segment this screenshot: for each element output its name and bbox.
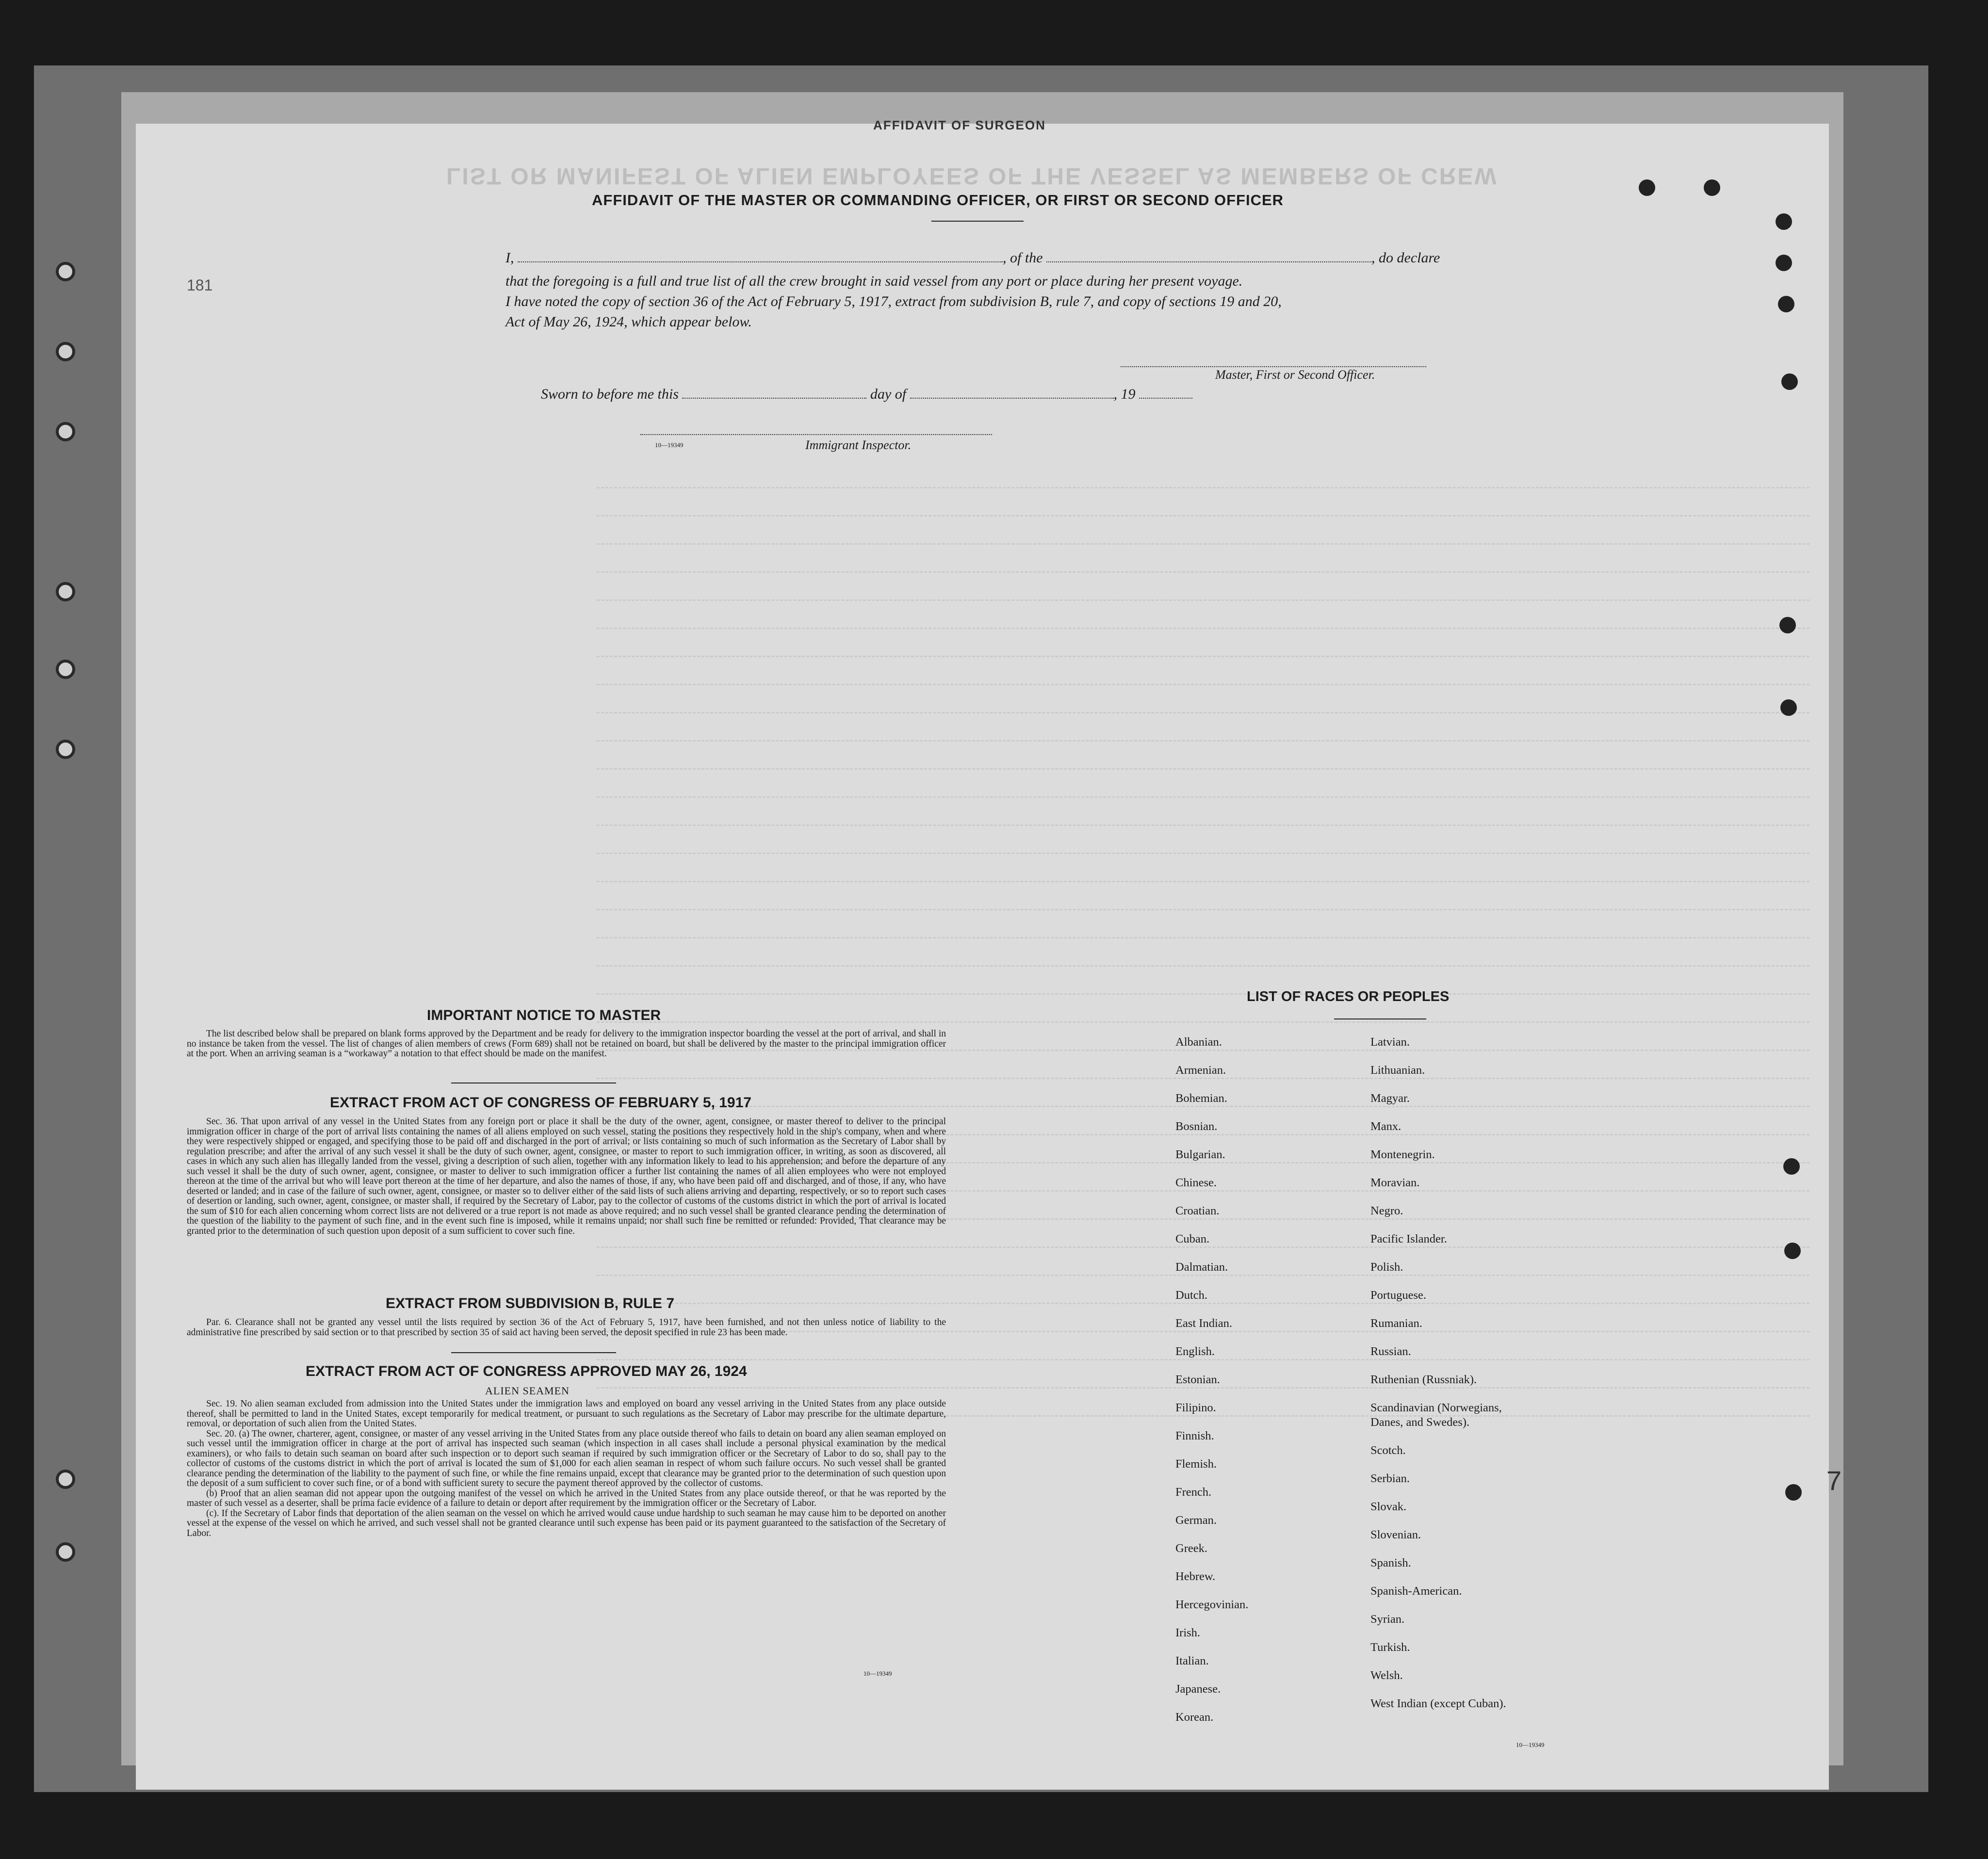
title-rule <box>931 221 1024 222</box>
rule7-body <box>187 1318 946 1338</box>
year-prefix-label: , 19 <box>1113 386 1136 402</box>
punch-hole-icon <box>1780 699 1797 716</box>
punch-hole-icon <box>1776 213 1792 230</box>
bleed-through-row <box>597 874 1809 882</box>
rule7-rule <box>451 1352 616 1353</box>
bleed-through-row <box>597 649 1809 657</box>
bleed-through-row <box>597 930 1809 938</box>
bleed-through-row <box>597 705 1809 713</box>
handwritten-page-number: 181 <box>187 276 213 294</box>
race-item: Chinese. <box>1175 1176 1217 1189</box>
bleed-through-row <box>597 761 1809 770</box>
binder-hole-icon <box>56 342 75 361</box>
race-item: Korean. <box>1175 1711 1214 1724</box>
race-item: Bulgarian. <box>1175 1148 1225 1161</box>
binder-hole-icon <box>56 582 75 601</box>
bleed-through-row <box>597 986 1809 995</box>
ghost-header-text: AFFIDAVIT OF SURGEON <box>873 118 1046 132</box>
rule7-paragraph: Par. 6. Clearance shall not be granted any vessel until the lists required by section 36 of the Act of February 5, 1917, have been furnished, and not then unless notice of liability to the administrative fine prescribed by said section or to that prescribed by section 35 of said act having been served, the deposit specified in rule 23 has been made. <box>187 1317 946 1338</box>
section-20c-paragraph: (c). If the Secretary of Labor finds that deportation of the alien seaman on the vessel on which he arrived would cause undue hardship to such seaman he may cause him to be deported on another vessel at the expense of the vessel on which he arrived, and such vessel shall not be granted clearance until such expense has been paid or its payment guaranteed to the satisfaction of the Secretary of Labor. <box>187 1508 946 1538</box>
form-number-races: 10—19349 <box>1516 1741 1545 1748</box>
declaration-line-4: Act of May 26, 1924, which appear below. <box>505 314 752 330</box>
race-item: Manx. <box>1370 1120 1401 1133</box>
bleed-through-row <box>597 818 1809 826</box>
sworn-day-blank[interactable] <box>682 387 866 399</box>
alien-seamen-subheading: ALIEN SEAMEN <box>485 1385 570 1397</box>
race-item: Estonian. <box>1175 1373 1220 1386</box>
races-rule <box>1334 1018 1426 1019</box>
extract-1924-body <box>187 1399 946 1538</box>
bleed-through-row <box>597 1015 1809 1023</box>
bleed-through-row <box>597 593 1809 601</box>
name-blank[interactable] <box>518 251 1003 262</box>
form-number-top: 10—19349 <box>655 441 684 449</box>
bleed-through-row <box>597 902 1809 910</box>
race-item: Ruthenian (Russniak). <box>1370 1373 1477 1386</box>
notice-heading: IMPORTANT NOTICE TO MASTER <box>427 1007 661 1023</box>
rule7-heading: EXTRACT FROM SUBDIVISION B, RULE 7 <box>386 1295 675 1311</box>
bleed-through-row <box>597 508 1809 517</box>
binder-hole-icon <box>56 660 75 679</box>
do-declare-label: , do declare <box>1371 250 1440 266</box>
race-item: Serbian. <box>1370 1472 1410 1485</box>
race-item: Hercegovinian. <box>1175 1598 1249 1611</box>
race-item: Pacific Islander. <box>1370 1232 1447 1245</box>
binder-hole-icon <box>56 1470 75 1489</box>
race-item: Armenian. <box>1175 1064 1226 1077</box>
punch-hole-icon <box>1704 179 1720 196</box>
binder-hole-icon <box>56 262 75 281</box>
punch-hole-icon <box>1785 1484 1802 1501</box>
vessel-blank[interactable] <box>1046 251 1371 262</box>
race-item: Polish. <box>1370 1261 1403 1274</box>
affidavit-form-page <box>136 118 1842 1790</box>
punch-hole-icon <box>1781 373 1798 390</box>
form-number-bottom: 10—19349 <box>864 1670 892 1677</box>
bleed-through-row <box>597 480 1809 488</box>
bleed-through-row <box>597 536 1809 545</box>
punch-hole-icon <box>1776 255 1792 271</box>
extract-1917-heading: EXTRACT FROM ACT OF CONGRESS OF FEBRUARY 5, 1917 <box>330 1095 751 1111</box>
race-item: Spanish-American. <box>1370 1584 1462 1598</box>
punch-hole-icon <box>1783 1158 1800 1175</box>
race-item: Magyar. <box>1370 1092 1410 1105</box>
race-item: Dutch. <box>1175 1289 1207 1302</box>
bleed-through-row <box>597 958 1809 967</box>
race-item: Slovenian. <box>1370 1528 1421 1541</box>
race-item: Finnish. <box>1175 1429 1214 1442</box>
race-item: Scotch. <box>1370 1444 1406 1457</box>
race-item: Italian. <box>1175 1654 1209 1667</box>
binder-hole-icon <box>56 422 75 441</box>
binder-hole-icon <box>56 740 75 759</box>
race-item: Greek. <box>1175 1542 1207 1555</box>
race-item: Montenegrin. <box>1370 1148 1435 1161</box>
race-item: Bosnian. <box>1175 1120 1218 1133</box>
punch-hole-icon <box>1639 179 1655 196</box>
notice-paragraph: The list described below shall be prepared on blank forms approved by the Department and be ready for delivery to the immigration inspector boarding the vessel at the port of arrival, and shall in no instance be taken from the vessel. The list of changes of alien members of crews (Form 689) shall not be retained on board, but shall be delivered by the master to the principal immigration officer at the port. When an arriving seaman is a “workaway” a notation to that effect should be made on the manifest. <box>187 1029 946 1059</box>
race-item: Filipino. <box>1175 1401 1216 1414</box>
bleed-through-row <box>597 846 1809 854</box>
bleed-through-row <box>597 565 1809 573</box>
race-item: Moravian. <box>1370 1176 1420 1189</box>
race-item: Danes, and Swedes). <box>1370 1416 1470 1429</box>
bleed-through-row <box>597 677 1809 685</box>
race-item: Latvian. <box>1370 1035 1410 1049</box>
sworn-year-blank[interactable] <box>1139 387 1192 399</box>
race-item: Turkish. <box>1370 1641 1410 1654</box>
race-item: Russian. <box>1370 1345 1411 1358</box>
inspector-label: Immigrant Inspector. <box>805 438 912 452</box>
bleed-through-row <box>597 790 1809 798</box>
extract-1924-heading: EXTRACT FROM ACT OF CONGRESS APPROVED MAY 26, 1924 <box>306 1363 747 1379</box>
sworn-label: Sworn to before me this <box>541 386 679 402</box>
bleed-through-title: LIST OR MANIFEST OF ALIEN EMPLOYEES OF THE VESSEL AS MEMBERS OF CREW <box>446 163 1498 189</box>
section-20a-paragraph: Sec. 20. (a) The owner, charterer, agent, consignee, or master of any vessel arriving in the United States from any place outside thereof who fails to detain on board any alien seaman employed on such vessel until the immigration officer in charge at the port of arrival has inspected such seaman (which inspection in all cases shall include a personal physical examination by the medical examiners), or who fails to detain such seaman on board after such inspection or to deport such seaman if required by such immigration officer or the Secretary of Labor to do so, shall pay to the collector of customs of the customs district in which the port of arrival is located the sum of $1,000 for each alien seaman in respect of whom such failure occurs. No such vessel shall be granted clearance pending the determination of the liability to the payment of such fine, or while the fine remains unpaid, except that clearance may be granted prior to the determination of such question upon the deposit of a sum sufficient to cover such fine, or of a bond with sufficient surety to secure the payment thereof approved by the collector of customs. <box>187 1428 946 1488</box>
race-item: Bohemian. <box>1175 1092 1227 1105</box>
race-item: Flemish. <box>1175 1457 1217 1471</box>
race-item: Dalmatian. <box>1175 1261 1228 1274</box>
race-item: Welsh. <box>1370 1669 1403 1682</box>
punch-hole-icon <box>1778 296 1794 312</box>
race-item: Negro. <box>1370 1204 1403 1217</box>
day-of-label: day of <box>870 386 907 402</box>
section-20b-paragraph: (b) Proof that an alien seaman did not appear upon the outgoing manifest of the vessel on which he arrived in the United States from any place outside thereof, or that he was reported by the master of such vessel as a deserter, shall be prima facie evidence of a failure to detain or deport after requirement by the immigration officer or the Secretary of Labor. <box>187 1488 946 1508</box>
declare-i-label: I, <box>505 250 514 266</box>
bleed-through-row <box>597 733 1809 742</box>
declaration-line-1 <box>505 250 1440 266</box>
notice-body <box>187 1029 946 1059</box>
binder-hole-icon <box>56 1542 75 1562</box>
race-item: Lithuanian. <box>1370 1064 1425 1077</box>
sworn-month-blank[interactable] <box>910 387 1114 399</box>
declaration-line-3: I have noted the copy of section 36 of the Act of February 5, 1917, extract from subdivision B, rule 7, and copy of sections 19 and 20, <box>505 293 1282 309</box>
race-item: Portuguese. <box>1370 1289 1426 1302</box>
race-item: Japanese. <box>1175 1682 1221 1696</box>
affidavit-title: AFFIDAVIT OF THE MASTER OR COMMANDING OFFICER, OR FIRST OR SECOND OFFICER <box>592 192 1284 209</box>
signature-label: Master, First or Second Officer. <box>1215 368 1375 382</box>
race-item: Slovak. <box>1370 1500 1407 1513</box>
races-heading: LIST OF RACES OR PEOPLES <box>1247 989 1450 1004</box>
race-item: English. <box>1175 1345 1215 1358</box>
section-19-paragraph: Sec. 19. No alien seaman excluded from admission into the United States under the immigration laws and employed on board any vessel arriving in the United States from any place outside thereof, shall be permitted to land in the United States, except temporarily for medical treatment, or pursuant to such regulations as the Secretary of Labor may prescribe for the ultimate departure, removal, or deportation of such alien from the United States. <box>187 1399 946 1429</box>
signature-line[interactable] <box>1121 366 1426 367</box>
of-the-label: , of the <box>1003 250 1043 266</box>
race-item: Hebrew. <box>1175 1570 1216 1583</box>
handwritten-side-mark: 7 <box>1826 1465 1842 1496</box>
race-item: Cuban. <box>1175 1232 1210 1245</box>
race-item: Syrian. <box>1370 1613 1405 1626</box>
inspector-line[interactable] <box>640 434 992 435</box>
race-item: Spanish. <box>1370 1556 1411 1569</box>
race-item: Scandinavian (Norwegians, <box>1370 1401 1502 1414</box>
race-item: Croatian. <box>1175 1204 1220 1217</box>
declaration-line-2: that the foregoing is a full and true list of all the crew brought in said vessel from any port or place during her present voyage. <box>505 273 1243 289</box>
punch-hole-icon <box>1779 617 1796 633</box>
race-item: West Indian (except Cuban). <box>1370 1697 1506 1710</box>
race-item: Albanian. <box>1175 1035 1222 1049</box>
section-36-paragraph: Sec. 36. That upon arrival of any vessel in the United States from any foreign port or place it shall be the duty of the owner, agent, consignee, or master thereof to deliver to the principal immigration officer in charge of the port of arrival lists containing the names of all aliens employed on such vessel, stating the positions they respectively hold in the ship's company, when and where they were respectively shipped or engaged, and specifying those to be paid off and discharged in the port of arrival; or lists containing so much of such information as the Secretary of Labor shall by regulation prescribe; and after the arrival of any such vessel it shall be the duty of such owner, agent, consignee, or master to report to such immigration officer, in writing, as soon as discovered, all cases in which any such alien has illegally landed from the vessel, giving a description of such alien, together with any information likely to lead to his apprehension; and before the departure of any such vessel it shall be the duty of such owner, agent, consignee, or master to deliver to such immigration officer a further list containing the names of all alien employees who were not employed thereon at the time of the arrival but who will leave port thereon at the time of her departure, and also the names of those, if any, who have been paid off and discharged, and of those, if any, who have deserted or landed; and in case of the failure of such owner, agent, consignee, or master so to deliver either of the said lists of such aliens arriving and departing, respectively, or so to report such cases of desertion or landing, such owner, agent, consignee, or master shall, if required by the Secretary of Labor, pay to the collector of customs of the customs district in which the port of arrival is located the sum of $10 for each alien concerning whom correct lists are not delivered or a true report is not made as above required; and no such vessel shall be granted clearance pending the determination of the question of the liability to the payment of such fine, and in the event such fine is imposed, while it remains unpaid; nor shall such fine be remitted or refunded: Provided, That clearance may be granted prior to the determination of such question upon deposit of a sum sufficient to cover such fine. <box>187 1116 946 1236</box>
race-item: Irish. <box>1175 1626 1201 1639</box>
race-item: Rumanian. <box>1370 1317 1422 1330</box>
race-item: East Indian. <box>1175 1317 1233 1330</box>
sworn-line <box>541 386 1192 403</box>
race-item: French. <box>1175 1486 1212 1499</box>
race-item: German. <box>1175 1514 1217 1527</box>
extract-1917-body <box>187 1117 946 1236</box>
punch-hole-icon <box>1784 1243 1801 1259</box>
bleed-through-row <box>597 621 1809 629</box>
